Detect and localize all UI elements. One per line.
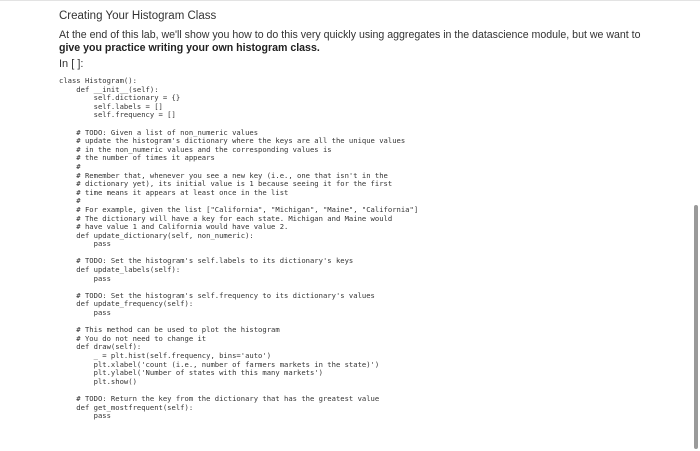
code-line: class Histogram(): <box>59 76 137 85</box>
code-cell-editor[interactable] <box>59 77 418 421</box>
code-line: pass <box>59 239 111 249</box>
code-line: # have value 1 and California would have value 2. <box>59 222 289 232</box>
code-line: pass <box>59 411 111 421</box>
code-line: # in the non_numeric values and the corresponding values is <box>59 144 332 154</box>
cell-prompt: In [ ]: <box>59 58 84 70</box>
paragraph-text: At the end of this lab, we'll show you how to do this very quickly using aggregates in the datascience module, but we want to <box>59 29 641 41</box>
code-line: _ = plt.hist(self.frequency, bins='auto') <box>59 351 272 360</box>
code-line: def __init__(self): <box>59 84 159 94</box>
code-line: # TODO: Given a list of non_numeric values <box>59 127 259 137</box>
code-line: def update_frequency(self): <box>59 299 194 309</box>
code-line: def update_dictionary(self, non_numeric): <box>59 230 254 240</box>
code-line: def get_mostfrequent(self): <box>59 402 194 412</box>
code-line: self.labels = [] <box>59 101 163 111</box>
code-line: def draw(self): <box>59 342 142 352</box>
code-line: # Remember that, whenever you see a new key (i.e., one that isn't in the <box>59 170 388 180</box>
markdown-cell[interactable] <box>59 9 659 55</box>
code-line: # time means it appears at least once in the list <box>59 187 289 197</box>
code-line: self.dictionary = {} <box>59 93 181 103</box>
code-line: # This method can be used to plot the histogram <box>59 325 280 335</box>
code-line: # the number of times it appears <box>59 153 215 163</box>
code-line: self.frequency = [] <box>59 110 176 120</box>
code-line: # TODO: Set the histogram's self.labels to its dictionary's keys <box>59 256 354 266</box>
code-line: pass <box>59 273 111 283</box>
code-line: # You do not need to change it <box>59 333 207 343</box>
markdown-paragraph <box>59 29 659 55</box>
code-line: # The dictionary will have a key for each state. Michigan and Maine would <box>59 213 393 223</box>
code-line: # For example, given the list ["California", "Michigan", "Maine", "California"] <box>59 204 419 214</box>
paragraph-bold-text: give you practice writing your own histogram class. <box>59 42 320 54</box>
code-line: # dictionary yet), its initial value is 1 because seeing it for the first <box>59 179 393 189</box>
code-line: plt.xlabel('count (i.e., number of farmers markets in the state)') <box>59 359 380 369</box>
code-line: pass <box>59 308 111 318</box>
code-line: # <box>59 161 81 171</box>
code-line: # TODO: Set the histogram's self.frequency to its dictionary's values <box>59 290 375 300</box>
section-title: Creating Your Histogram Class <box>59 10 217 22</box>
code-line: plt.show() <box>59 376 137 386</box>
code-line: def update_labels(self): <box>59 265 181 275</box>
code-line: plt.ylabel('Number of states with this many markets') <box>59 368 323 378</box>
cell-top-border <box>0 0 700 1</box>
vertical-scrollbar[interactable] <box>694 205 698 449</box>
code-line: # <box>59 196 81 206</box>
code-line: # TODO: Return the key from the dictionary that has the greatest value <box>59 393 380 403</box>
code-line: # update the histogram's dictionary where the keys are all the unique values <box>59 136 406 146</box>
